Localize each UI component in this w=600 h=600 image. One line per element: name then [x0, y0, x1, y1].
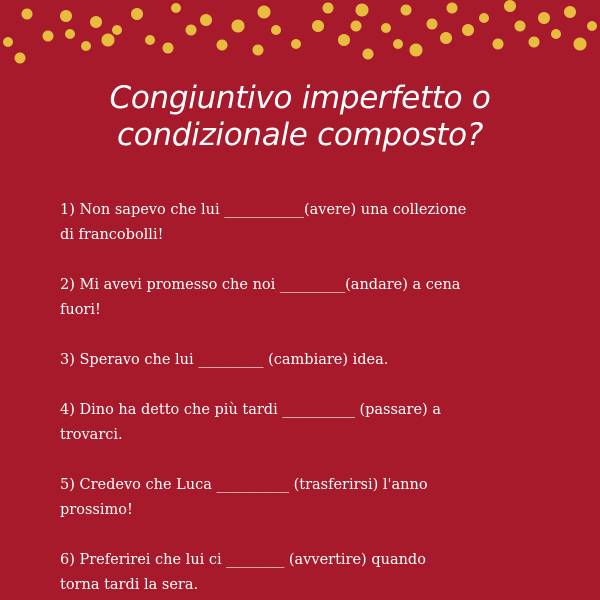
- confetti-dot: [462, 24, 474, 36]
- confetti-dot: [351, 21, 362, 32]
- exercise-list: [60, 198, 550, 600]
- exercise-3-line-1: 3) Speravo che lui _________ (cambiare) idea.: [60, 352, 389, 368]
- exercise-6-line-1: 6) Preferirei che lui ci ________ (avvertire) quando: [60, 552, 426, 568]
- confetti-dot: [43, 31, 54, 42]
- confetti-dot: [515, 21, 526, 32]
- exercise-item-6: [60, 548, 550, 598]
- confetti-dot: [258, 6, 271, 19]
- exercise-6-line-2: torna tardi la sera.: [60, 577, 199, 593]
- confetti-dot: [102, 34, 115, 47]
- confetti-dot: [145, 35, 155, 45]
- title-line-1: Congiuntivo imperfetto o: [109, 80, 491, 116]
- confetti-dot: [253, 45, 264, 56]
- confetti-dot: [551, 29, 561, 39]
- exercise-item-4: [60, 398, 550, 448]
- confetti-dot: [440, 32, 452, 44]
- exercise-5-line-1: 5) Credevo che Luca __________ (trasferirsi) l'anno: [60, 477, 428, 493]
- exercise-1-line-1: 1) Non sapevo che lui ___________(avere) una collezione: [60, 202, 467, 218]
- confetti-dot: [163, 43, 174, 54]
- confetti-dot: [447, 3, 458, 14]
- confetti-dot: [90, 16, 102, 28]
- confetti-dot: [186, 25, 197, 36]
- exercise-item-5: [60, 473, 550, 523]
- gold-confetti-decoration: [0, 0, 600, 70]
- confetti-dot: [338, 34, 350, 46]
- page-title: [0, 80, 600, 154]
- confetti-dot: [393, 39, 403, 49]
- confetti-dot: [232, 20, 245, 33]
- confetti-dot: [493, 39, 504, 50]
- confetti-dot: [65, 29, 75, 39]
- exercise-item-3: [60, 348, 550, 373]
- confetti-dot: [504, 0, 516, 12]
- confetti-dot: [171, 3, 181, 13]
- confetti-dot: [538, 12, 550, 24]
- confetti-dot: [200, 14, 212, 26]
- confetti-dot: [323, 3, 334, 14]
- exercise-item-2: [60, 273, 550, 323]
- confetti-dot: [401, 5, 412, 16]
- title-line-2: condizionale composto?: [117, 117, 483, 153]
- exercise-5-line-2: prossimo!: [60, 502, 133, 518]
- confetti-dot: [564, 6, 576, 18]
- confetti-dot: [363, 49, 374, 60]
- confetti-dot: [3, 37, 13, 47]
- confetti-dot: [529, 37, 540, 48]
- confetti-dot: [381, 23, 391, 33]
- confetti-dot: [22, 9, 33, 20]
- confetti-dot: [479, 13, 489, 23]
- confetti-dot: [60, 10, 72, 22]
- exercise-item-1: [60, 198, 550, 248]
- confetti-dot: [81, 41, 91, 51]
- exercise-4-line-2: trovarci.: [60, 427, 123, 443]
- confetti-dot: [217, 40, 228, 51]
- confetti-dot: [291, 39, 301, 49]
- exercise-4-line-1: 4) Dino ha detto che più tardi __________ (passare) a: [60, 402, 441, 418]
- confetti-dot: [427, 19, 438, 30]
- exercise-2-line-1: 2) Mi avevi promesso che noi _________(andare) a cena: [60, 277, 461, 293]
- exercise-2-line-2: fuori!: [60, 302, 101, 318]
- confetti-dot: [15, 53, 26, 64]
- confetti-dot: [112, 25, 122, 35]
- exercise-1-line-2: di francobolli!: [60, 227, 164, 243]
- confetti-dot: [574, 38, 587, 51]
- confetti-dot: [587, 21, 597, 31]
- confetti-dot: [271, 25, 281, 35]
- confetti-dot: [356, 4, 369, 17]
- confetti-dot: [312, 20, 324, 32]
- confetti-dot: [131, 8, 143, 20]
- confetti-dot: [410, 44, 423, 57]
